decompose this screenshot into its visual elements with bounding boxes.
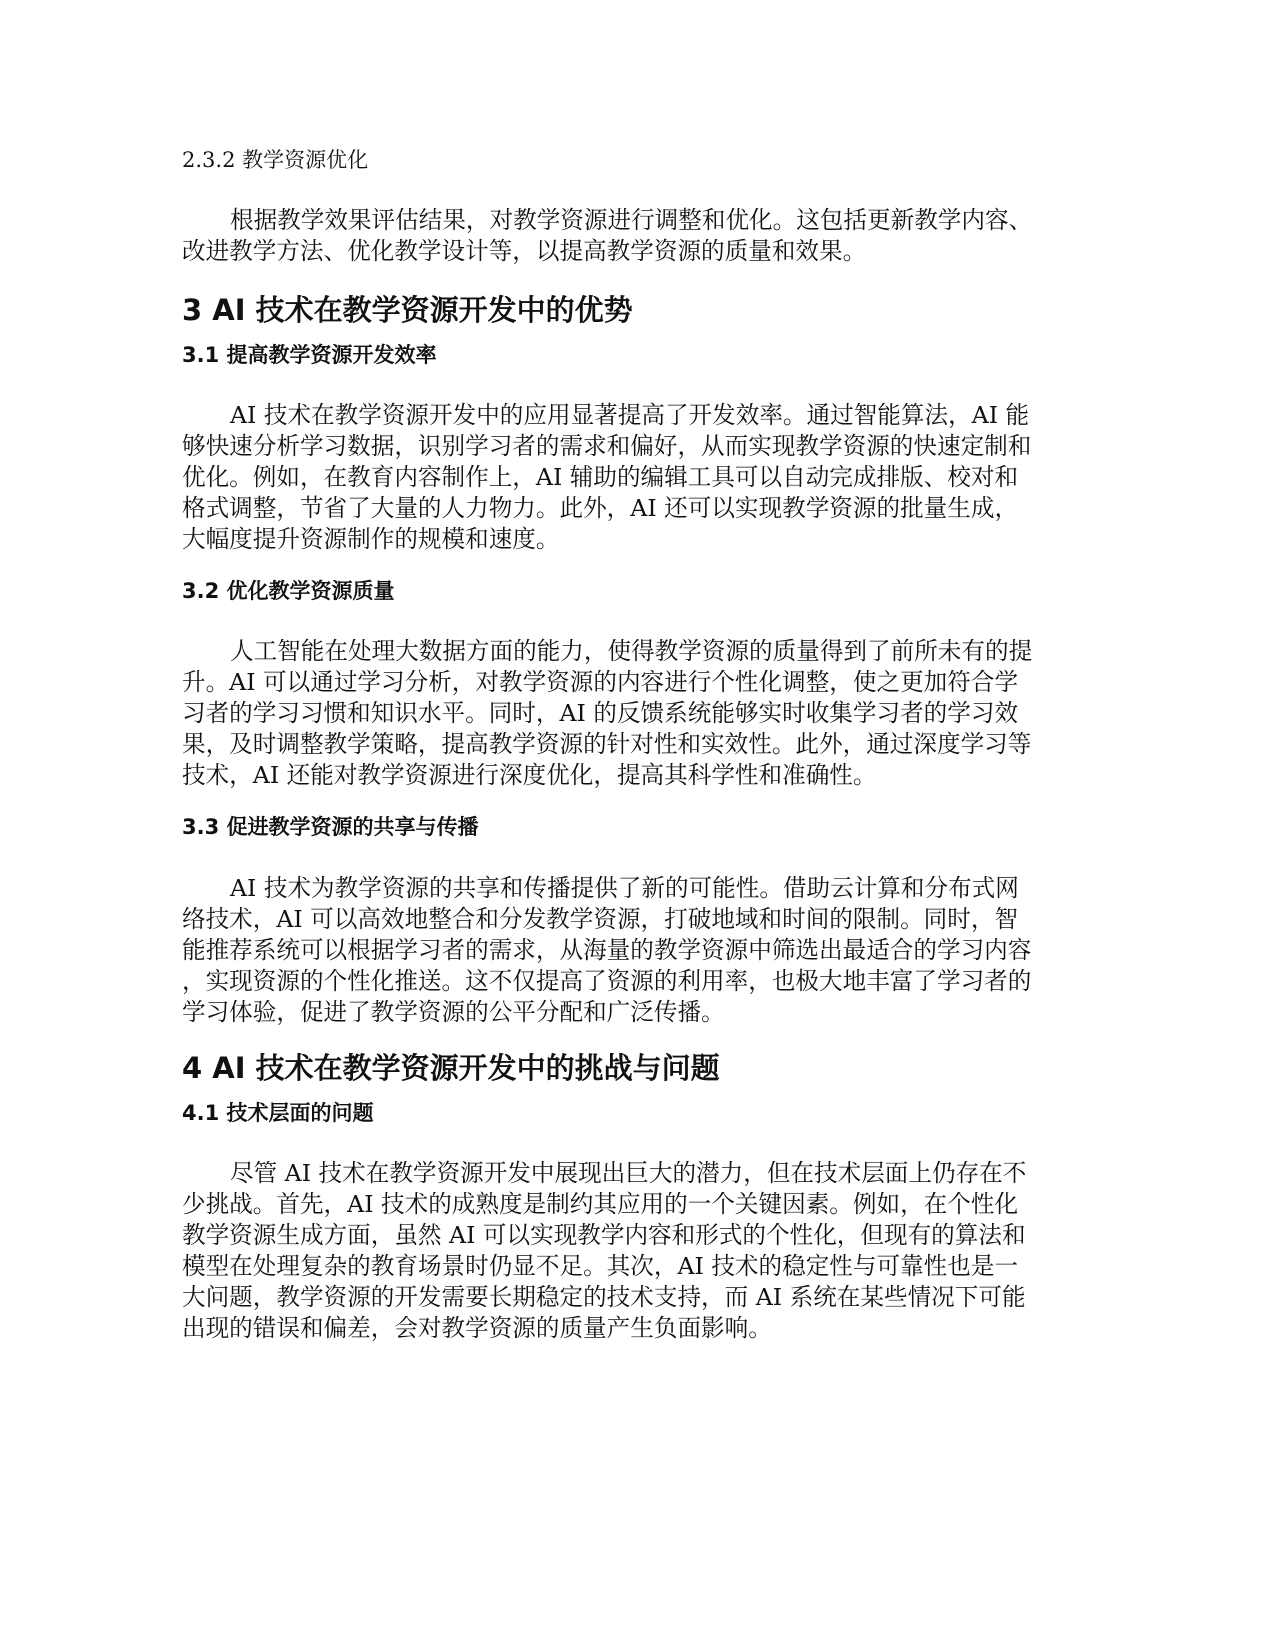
paragraph-line: 改进教学方法、优化教学设计等，以提高教学资源的质量和效果。: [182, 237, 867, 265]
chapter-heading-3: 3 AI 技术在教学资源开发中的优势: [182, 293, 633, 327]
paragraph-line: 优化。例如，在教育内容制作上，AI 辅助的编辑工具可以自动完成排版、校对和: [182, 463, 1019, 491]
paragraph-line: 尽管 AI 技术在教学资源开发中展现出巨大的潜力，但在技术层面上仍存在不: [230, 1159, 1027, 1187]
paragraph-line: 升。AI 可以通过学习分析，对教学资源的内容进行个性化调整，使之更加符合学: [182, 668, 1019, 696]
paragraph-line: 模型在处理复杂的教育场景时仍显不足。其次，AI 技术的稳定性与可靠性也是一: [182, 1252, 1019, 1280]
section-heading-3-3: 3.3 促进教学资源的共享与传播: [182, 815, 479, 839]
paragraph-4-1: [182, 1158, 1087, 1344]
paragraph-line: 果，及时调整教学策略，提高教学资源的针对性和实效性。此外，通过深度学习等: [182, 730, 1032, 758]
paragraph-line: 少挑战。首先，AI 技术的成熟度是制约其应用的一个关键因素。例如，在个性化: [182, 1190, 1019, 1218]
paragraph-line: 根据教学效果评估结果，对教学资源进行调整和优化。这包括更新教学内容、: [230, 206, 1033, 234]
paragraph-line: 教学资源生成方面，虽然 AI 可以实现教学内容和形式的个性化，但现有的算法和: [182, 1221, 1026, 1249]
paragraph-3-1: [182, 400, 1087, 555]
paragraph-line: 习者的学习习惯和知识水平。同时，AI 的反馈系统能够实时收集学习者的学习效: [182, 699, 1019, 727]
section-heading-4-1: 4.1 技术层面的问题: [182, 1101, 374, 1125]
paragraph-line: 络技术，AI 可以高效地整合和分发教学资源，打破地域和时间的限制。同时，智: [182, 905, 1019, 933]
paragraph-line: 格式调整，节省了大量的人力物力。此外，AI 还可以实现教学资源的批量生成，: [182, 494, 1019, 522]
paragraph-2-3-2: [182, 205, 1087, 267]
paragraph-line: AI 技术为教学资源的共享和传播提供了新的可能性。借助云计算和分布式网: [230, 874, 1019, 902]
section-heading-2-3-2: 2.3.2 教学资源优化: [182, 148, 369, 172]
paragraph-3-3: [182, 873, 1087, 1028]
paragraph-line: 大幅度提升资源制作的规模和速度。: [182, 525, 560, 553]
paragraph-line: 出现的错误和偏差，会对教学资源的质量产生负面影响。: [182, 1314, 772, 1342]
section-heading-3-1: 3.1 提高教学资源开发效率: [182, 343, 437, 367]
paragraph-line: 技术，AI 还能对教学资源进行深度优化，提高其科学性和准确性。: [182, 761, 877, 789]
paragraph-line: 能推荐系统可以根据学习者的需求，从海量的教学资源中筛选出最适合的学习内容: [182, 936, 1032, 964]
paragraph-line: ，实现资源的个性化推送。这不仅提高了资源的利用率，也极大地丰富了学习者的: [182, 967, 1032, 995]
paragraph-line: AI 技术在教学资源开发中的应用显著提高了开发效率。通过智能算法，AI 能: [230, 401, 1030, 429]
paragraph-line: 学习体验，促进了教学资源的公平分配和广泛传播。: [182, 998, 725, 1026]
paragraph-3-2: [182, 636, 1087, 791]
paragraph-line: 够快速分析学习数据，识别学习者的需求和偏好，从而实现教学资源的快速定制和: [182, 432, 1032, 460]
paragraph-line: 人工智能在处理大数据方面的能力，使得教学资源的质量得到了前所未有的提: [230, 637, 1033, 665]
chapter-heading-4: 4 AI 技术在教学资源开发中的挑战与问题: [182, 1051, 720, 1085]
paragraph-line: 大问题，教学资源的开发需要长期稳定的技术支持，而 AI 系统在某些情况下可能: [182, 1283, 1026, 1311]
section-heading-3-2: 3.2 优化教学资源质量: [182, 579, 395, 603]
